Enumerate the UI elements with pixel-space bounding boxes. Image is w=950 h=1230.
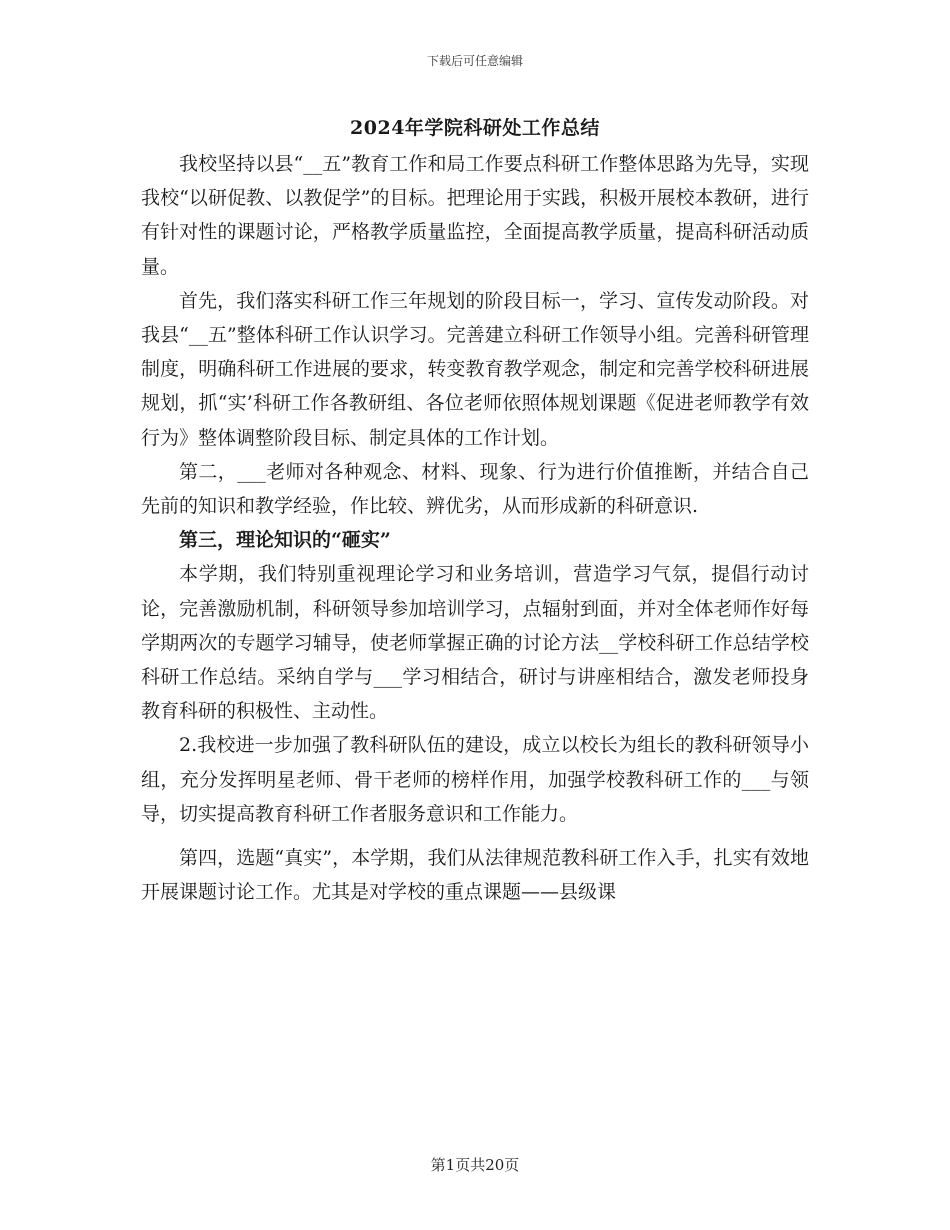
paragraph-first: 首先，我们落实科研工作三年规划的阶段目标一，学习、宣传发动阶段。对我县“__五”整体科研工作认识学习。完善建立科研工作领导小组。完善科研管理制度，明确科研工作进展的要求，转变教育教学观念，制定和完善学校科研进展规划，抓“实’科研工作各教研组、各位老师依照体规划课题《促进老师教学有效行为》整体调整阶段目标、制定具体的工作计划。 (141, 289, 809, 449)
section-heading-third: 第三，理论知识的“砸实” (179, 529, 391, 552)
header-note: 下载后可任意编辑 (426, 54, 523, 68)
paragraph-fourth: 第四，选题“真实”，本学期，我们从法律规范教科研工作入手，扎实有效地开展课题讨论工作。尤其是对学校的重点课题——县级课 (141, 847, 809, 904)
paragraph-second: 第二，___老师对各种观念、材料、现象、行为进行价值推断，并结合自己先前的知识和教学经验，作比较、辨优劣，从而形成新的科研意识. (141, 460, 809, 518)
paragraph-third-body: 本学期，我们特别重视理论学习和业务培训，营造学习气氛，提倡行动讨论，完善激励机制，科研领导参加培训学习，点辐射到面，并对全体老师作好每学期两次的专题学习辅导，使老师掌握正确的讨论方法__学校科研工作总结学校科研工作总结。采纳自学与___学习相结合，研讨与讲座相结合，激发老师投身教育科研的积极性、主动性。 (141, 563, 809, 723)
paragraph-intro: 我校坚持以县“__五”教育工作和局工作要点科研工作整体思路为先导，实现我校“以研促教、以教促学”的目标。把理论用于实践，积极开展校本教研，进行有针对性的课题讨论，严格教学质量监控，全面提高教学质量，提高科研活动质量。 (141, 153, 809, 278)
document-body (141, 147, 809, 909)
page-footer: 第1页共20页 (430, 1156, 520, 1174)
paragraph-item-2: 2.我校进一步加强了教科研队伍的建设，成立以校长为组长的教科研领导小组，充分发挥明星老师、骨干老师的榜样作用，加强学校教科研工作的___与领导，切实提高教育科研工作者服务意识和工作能力。 (141, 734, 809, 825)
document-title: 2024年学院科研处工作总结 (350, 117, 600, 139)
